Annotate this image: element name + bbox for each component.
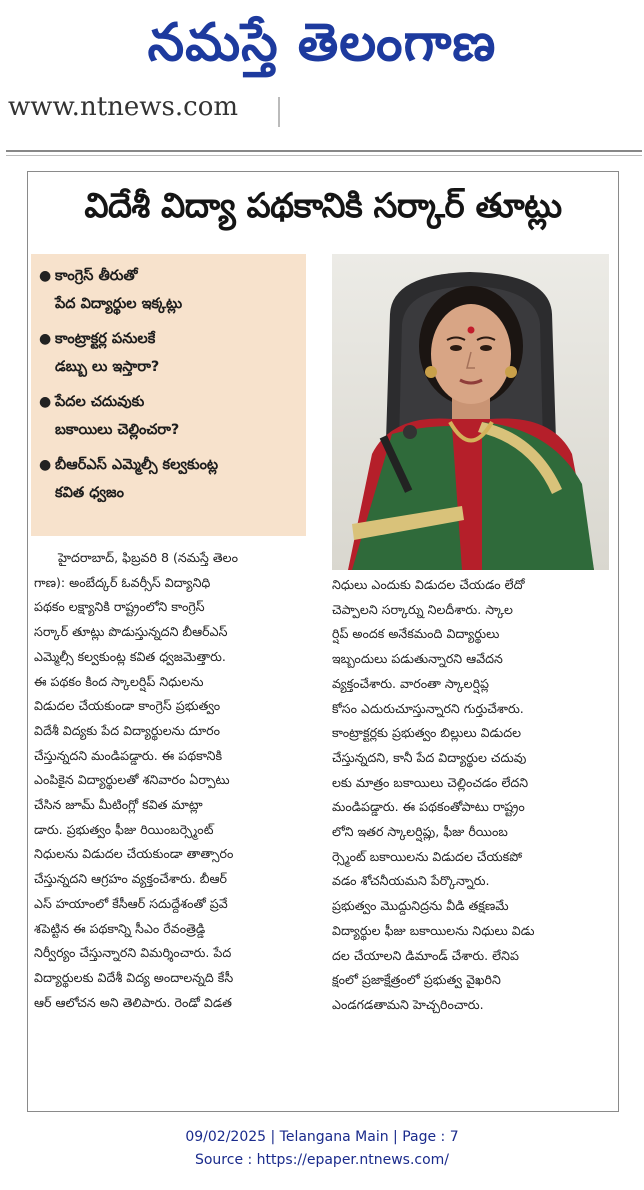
news-article [27,171,619,1112]
body-text-line: ఈ పథకం కింద స్కాలర్షిప్ నిధులను [34,673,204,689]
body-text-line: చేస్తున్నదని మండిపడ్డారు. ఈ పథకానికి [34,747,223,763]
body-text-line: సర్కార్ తూట్లు పొడుస్తున్నదని బీఆర్ఎస్ [34,624,228,640]
masthead [0,0,644,160]
url-divider [278,97,280,127]
body-text-line: నిర్వీర్యం చేస్తున్నారని విమర్శించారు. పేద [34,945,232,961]
body-text-line: ఎండగడతామని హెచ్చరించారు. [332,996,484,1012]
highlight-text: పేదల చదువుకు బకాయిలు చెల్లించరా? [55,394,180,438]
highlight-item [39,262,300,318]
masthead-rule-thin [6,155,642,156]
article-column-2 [332,573,614,1018]
highlight-text: కాంట్రాక్టర్ల పనులకే డబ్బు లు ఇస్తారా? [55,331,160,375]
body-text-line: కోసం ఎదురుచూస్తున్నారని గుర్తుచేశారు. [332,700,524,716]
body-text-line: శపెట్టిన ఈ పథకాన్ని సీఎం రేవంత్రెడ్డి [34,920,206,936]
body-text-line: వడం శోచనీయమని పేర్కొన్నారు. [332,873,490,889]
article-column-1 [34,546,306,1015]
body-text-line: డారు. ప్రభుత్వం ఫీజు రియింబర్స్మెంట్ [34,821,214,837]
body-text-line: నిధులను విడుదల చేయకుండా తాత్సారం [34,846,234,862]
body-text-line: విద్యార్థులకు విదేశీ విద్య అందాలన్నది కేసీ [34,969,234,985]
website-url[interactable]: www.ntnews.com [8,92,239,122]
source-link[interactable]: Source : https://epaper.ntnews.com/ [194,1152,450,1168]
edition-info: 09/02/2025 | Telangana Main | Page : 7 [185,1129,459,1145]
newspaper-logo: నమస్తే తెలంగాణ [147,13,497,73]
body-text-line: లోని ఇతర స్కాలర్షిప్లు, ఫీజు రీయింబ [332,824,508,840]
body-text-line: మండిపడ్డారు. ఈ పథకంతోపాటు రాష్ట్రం [332,799,525,815]
bullet-icon: ● [39,457,52,473]
body-text-line: గాణ): అంబేద్కర్ ఓవర్సీస్ విద్యానిధి [34,574,211,590]
body-text-line: చెప్పాలని సర్కార్ను నిలదీశారు. స్కాల [332,601,513,617]
highlight-text: కాంగ్రెస్ తీరుతో పేద విద్యార్థుల ఇక్కట్లు [55,268,183,312]
body-text-line: దల చేయాలని డిమాండ్ చేశారు. లేనిప [332,947,519,963]
body-text-line: లకు మాత్రం బకాయిలు చెల్లించడం లేదని [332,774,529,790]
body-text-line: ఎంపికైన విద్యార్థులతో శనివారం ఏర్పాటు [34,772,230,788]
page-footer [0,1126,644,1172]
body-text-line: హైదరాబాద్, ఫిబ్రవరి 8 (నమస్తే తెలం [34,550,238,565]
body-text-line: ఆర్ ఆలోచన అని తెలిపారు. రెండో విడత [34,994,232,1010]
highlight-item [39,451,300,507]
body-text-line: క్షంలో ప్రజాక్షేత్రంలో ప్రభుత్వ వైఖరిని [332,972,501,988]
body-text-line: చేసిన జూమ్ మీటింగ్లో కవిత మాట్లా [34,797,203,813]
article-headline: విదేశీ విద్యా పథకానికి సర్కార్ తూట్లు [84,186,562,226]
highlight-item [39,325,300,381]
body-text-line: వ్యక్తంచేశారు. వారంతా స్కాలర్షిప్ల [332,675,490,691]
body-text-line: చేస్తున్నదని ఆగ్రహం వ్యక్తంచేశారు. బీఆర్ [34,871,228,887]
portrait-illustration [332,254,609,570]
body-text-line: నిధులు ఎందుకు విడుదల చేయడం లేదో [332,577,525,592]
bullet-icon: ● [39,331,52,347]
body-text-line: ఎమ్మెల్సీ కల్వకుంట్ల కవిత ధ్వజమెత్తారు. [34,648,226,664]
bullet-icon: ● [39,268,52,284]
body-text-line: ర్షిప్ అందక అనేకమంది విద్యార్థులు [332,626,500,642]
body-text-line: చేస్తున్నదని, కానీ పేద విద్యార్థుల చదువు [332,749,527,765]
body-text-line: కాంట్రాక్టర్లకు ప్రభుత్వం బిల్లులు విడుదల [332,725,522,741]
bullet-icon: ● [39,394,52,410]
portrait-photo [332,254,609,570]
body-text-line: ప్రభుత్వం మొద్దునిద్రను వీడి తక్షణమే [332,898,509,914]
body-text-line: ఎస్ హయాంలో కేసీఆర్ సదుద్దేశంతో ప్రవే [34,895,228,911]
body-text-line: పథకం లక్ష్యానికి రాష్ట్రంలోని కాంగ్రెస్ [34,599,205,615]
highlight-item [39,388,300,444]
highlights-box [31,254,306,536]
highlight-text: బీఆర్ఎస్ ఎమ్మెల్సీ కల్వకుంట్ల కవిత ధ్వజం [55,457,219,501]
body-text-line: విద్యార్థుల ఫీజు బకాయిలను నిధులు విడు [332,922,535,938]
body-text-line: ఇబ్బందులు పడుతున్నారని ఆవేదన [332,651,503,667]
body-text-line: విడుదల చేయకుండా కాంగ్రెస్ ప్రభుత్వం [34,698,221,714]
body-text-line: ర్స్మెంట్ బకాయిలను విడుదల చేయకపో [332,848,523,864]
masthead-rule [6,150,642,152]
body-text-line: విదేశీ విద్యకు పేద విద్యార్థులను దూరం [34,722,221,738]
